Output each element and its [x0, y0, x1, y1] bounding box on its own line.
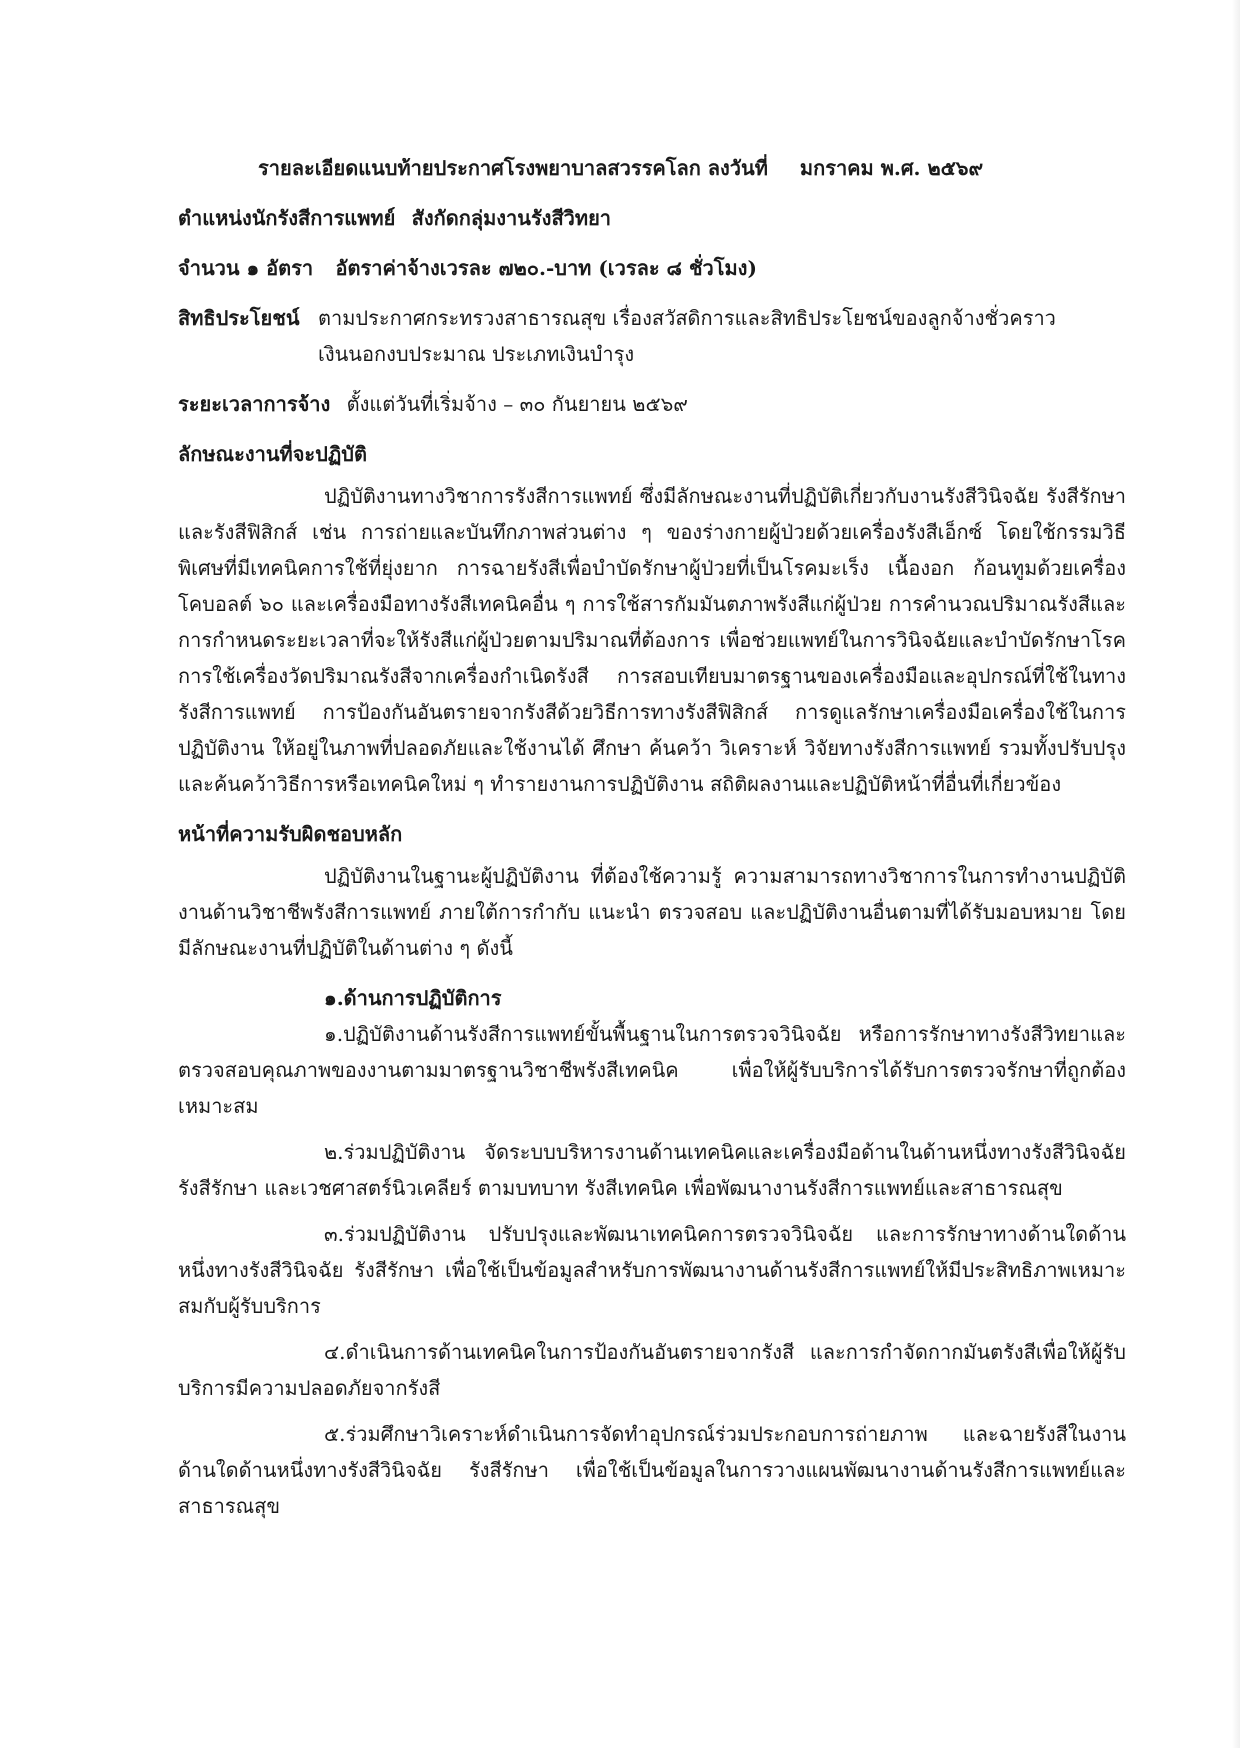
position-dept: สังกัดกลุ่มงานรังสีวิทยา	[411, 206, 612, 230]
title-text: รายละเอียดแนบท้ายประกาศโรงพยาบาลสวรรคโลก ลงวันที่	[258, 156, 768, 180]
benefits-value	[318, 300, 1126, 372]
benefits-block	[178, 300, 1126, 372]
duties-heading: หน้าที่ความรับผิดชอบหลัก	[178, 822, 403, 846]
operations-item-5: ๕.ร่วมศึกษาวิเคราะห์ดำเนินการจัดทำอุปกรณ์ร่วมประกอบการถ่ายภาพ และฉายรังสีในงานด้านใดด้านหนึ่งทางรังสีวินิจฉัย รังสีรักษา เพื่อใช้เป็นข้อมูลในการวางแผนพัฒนางานด้านรังสีการแพทย์และสาธารณสุข	[178, 1422, 1126, 1518]
operations-item-4: ๔.ดำเนินการด้านเทคนิคในการป้องกันอันตรายจากรังสี และการกำจัดกากมันตรังสีเพื่อให้ผู้รับบริการมีความปลอดภัยจากรังสี	[178, 1340, 1126, 1400]
position-line	[178, 200, 1126, 236]
position-label: ตำแหน่งนักรังสีการแพทย์	[178, 206, 396, 230]
document-body	[178, 150, 1126, 1534]
duties-paragraph: ปฏิบัติงานในฐานะผู้ปฏิบัติงาน ที่ต้องใช้ความรู้ ความสามารถทางวิชาการในการทำงานปฏิบัติงานด้านวิชาชีพรังสีการแพทย์ ภายใต้การกำกับ แนะนำ ตรวจสอบ และปฏิบัติงานอื่นตามที่ได้รับมอบหมาย โดยมีลักษณะงานที่ปฏิบัติในด้านต่าง ๆ ดังนี้	[178, 864, 1126, 960]
page-edge-shadow	[1232, 0, 1240, 1748]
operations-item-2: ๒.ร่วมปฏิบัติงาน จัดระบบบริหารงานด้านเทคนิคและเครื่องมือด้านในด้านหนึ่งทางรังสีวินิจฉัย รังสีรักษา และเวชศาสตร์นิวเคลียร์ ตามบทบาท รังสีเทคนิค เพื่อพัฒนางานรังสีการแพทย์และสาธารณสุข	[178, 1140, 1126, 1200]
job-nature-heading: ลักษณะงานที่จะปฏิบัติ	[178, 442, 367, 466]
period-value: ตั้งแต่วันที่เริ่มจ้าง – ๓๐ กันยายน ๒๕๖๙	[346, 392, 688, 416]
period-label: ระยะเวลาการจ้าง	[178, 392, 331, 416]
operations-item-3: ๓.ร่วมปฏิบัติงาน ปรับปรุงและพัฒนาเทคนิคการตรวจวินิจฉัย และการรักษาทางด้านใดด้านหนึ่งทางรังสีวินิจฉัย รังสีรักษา เพื่อใช้เป็นข้อมูลสำหรับการพัฒนางานด้านรังสีการแพทย์ให้มีประสิทธิภาพเหมาะสมกับผู้รับบริการ	[178, 1222, 1126, 1318]
benefits-label: สิทธิประโยชน์	[178, 306, 300, 330]
wage-text: อัตราค่าจ้างเวรละ ๗๒๐.-บาท (เวรละ ๘ ชั่วโมง)	[335, 256, 757, 280]
period-line	[178, 386, 1126, 422]
title-date: มกราคม พ.ศ. ๒๕๖๙	[799, 156, 984, 180]
quantity-line	[178, 250, 1126, 286]
benefits-line-1: ตามประกาศกระทรวงสาธารณสุข เรื่องสวัสดิการและสิทธิประโยชน์ของลูกจ้างชั่วคราว	[318, 306, 1056, 330]
quantity-label: จำนวน ๑ อัตรา	[178, 256, 314, 280]
document-title	[178, 150, 1126, 186]
job-nature-paragraph: ปฏิบัติงานทางวิชาการรังสีการแพทย์ ซึ่งมีลักษณะงานที่ปฏิบัติเกี่ยวกับงานรังสีวินิจฉัย รังสีรักษา และรังสีฟิสิกส์ เช่น การถ่ายและบันทึกภาพส่วนต่าง ๆ ของร่างกายผู้ป่วยด้วยเครื่องรังสีเอ็กซ์ โดยใช้กรรมวิธีพิเศษที่มีเทคนิคการใช้ที่ยุ่งยาก การฉายรังสีเพื่อบำบัดรักษาผู้ป่วยที่เป็นโรคมะเร็ง เนื้องอก ก้อนทูมด้วยเครื่องโคบอลต์ ๖๐ และเครื่องมือทางรังสีเทคนิคอื่น ๆ การใช้สารกัมมันตภาพรังสีแก่ผู้ป่วย การคำนวณปริมาณรังสีและการกำหนดระยะเวลาที่จะให้รังสีแก่ผู้ป่วยตามปริมาณที่ต้องการ เพื่อช่วยแพทย์ในการวินิจฉัยและบำบัดรักษาโรคการใช้เครื่องวัดปริมาณรังสีจากเครื่องกำเนิดรังสี การสอบเทียบมาตรฐานของเครื่องมือและอุปกรณ์ที่ใช้ในทางรังสีการแพทย์ การป้องกันอันตรายจากรังสีด้วยวิธีการทางรังสีฟิสิกส์ การดูแลรักษาเครื่องมือเครื่องใช้ในการปฏิบัติงาน ให้อยู่ในภาพที่ปลอดภัยและใช้งานได้ ศึกษา ค้นคว้า วิเคราะห์ วิจัยทางรังสีการแพทย์ รวมทั้งปรับปรุงและค้นคว้าวิธีการหรือเทคนิคใหม่ ๆ ทำรายงานการปฏิบัติงาน สถิติผลงานและปฏิบัติหน้าที่อื่นที่เกี่ยวข้อง	[178, 484, 1126, 796]
operations-item-1: ๑.ปฏิบัติงานด้านรังสีการแพทย์ขั้นพื้นฐานในการตรวจวินิจฉัย หรือการรักษาทางรังสีวิทยาและตรวจสอบคุณภาพของงานตามมาตรฐานวิชาชีพรังสีเทคนิค เพื่อให้ผู้รับบริการได้รับการตรวจรักษาที่ถูกต้อง เหมาะสม	[178, 1022, 1126, 1118]
operations-heading: ๑.ด้านการปฏิบัติการ	[324, 986, 502, 1010]
benefits-line-2: เงินนอกงบประมาณ ประเภทเงินบำรุง	[318, 342, 635, 366]
